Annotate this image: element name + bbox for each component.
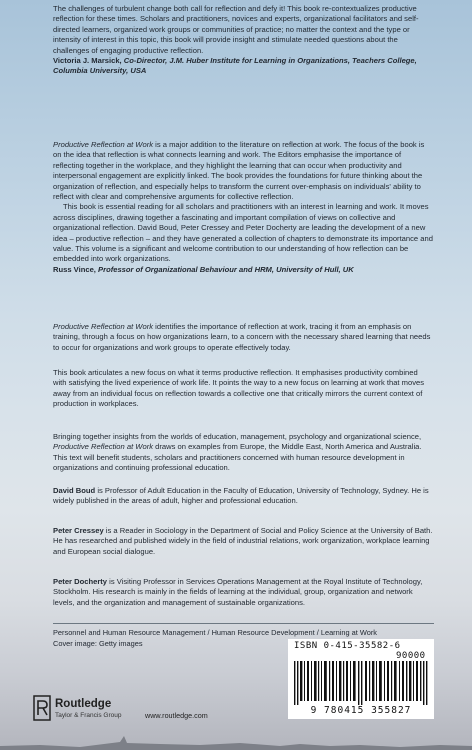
endorsement-1-author: Victoria J. Marsick, [53,56,122,66]
subject-categories: Personnel and Human Resource Management / Human Resource Development / Learning at Work [53,628,377,637]
author-name: Peter Docherty [53,577,108,586]
book-title-ref: Productive Reflection at Work [53,322,154,331]
book-title-ref: Productive Reflection at Work [53,140,154,149]
blurb-para-3-text: draws on examples from Europe, the Middle East, North America and Australia. This text will benefit students, scholars and practitioners concerned with human resource development in organizations and continuing professional education. [53,442,422,473]
author-bio-docherty [53,577,433,608]
endorsement-1-text: The challenges of turbulent change both call for reflection and defy it! This book re-contextualizes productive reflection for these times. Scholars and practitioners, novices and experts, organizational facilitators and self-directed learners, organized work groups or communities of practice; no matter the context and the type or intensity of interest in this topic, this book will provide insight and stimulate needed questions about the challenges of engaging productive reflection. [53,4,419,55]
blurb-para-2: This book articulates a new focus on what it terms productive reflection. It emphasises productivity combined with satisfying the lived experience of work life. It points the way to a new focus on learning at work that moves away from an individual focus on reflection towards a collective one that critically mirrors the current context of production in workplaces. [53,368,425,409]
blurb-para-1 [53,322,433,353]
price-code: 90000 [396,651,426,661]
book-title-ref: Productive Reflection at Work [53,442,154,452]
author-name: David Boud [53,486,96,495]
author-name: Peter Cressey [53,526,104,535]
author-bio-boud [53,486,433,507]
author-bio: is a Reader in Sociology in the Department of Social and Policy Science at the University of Bath. He has researched and published widely in the field of industrial relations, work organization, workplace learning and European social dialogue. [53,526,433,556]
isbn-label: ISBN 0-415-35582-6 [294,641,401,651]
endorsement-2-para-2: This book is essential reading for all scholars and practitioners with an interest in learning and work. It moves across disciplines, drawing together a fascinating and important compilation of views on collective and organizational reflection. David Boud, Peter Cressey and Peter Docherty are leading the development of a new idea – productive reflection – and they have generated a collection of chapters to demonstrate its importance and value. This volume is a significant and welcome contribution to our understanding of how reflection can be embedded into work organizations. [53,202,433,264]
routledge-logo-icon [33,695,51,721]
author-bio-cressey [53,526,433,557]
endorsement-2 [53,140,433,275]
grass-silhouette [0,730,472,750]
endorsement-2-para-1 [53,140,433,202]
divider [53,623,434,624]
blurb-para-3-pre: Bringing together insights from the worlds of education, management, psychology and organizational science, [53,432,422,441]
endorsement-1 [53,4,433,77]
isbn-barcode-box [288,639,434,719]
publisher-group: Taylor & Francis Group [55,712,122,719]
endorsement-1-affiliation: Co-Director, J.M. Huber Institute for Learning in Organizations, Teachers College, Columbia University, USA [53,56,417,76]
endorsement-2-author: Russ Vince, [53,264,96,274]
barcode-icon [292,661,430,705]
endorsement-2-attribution [53,265,433,275]
publisher-url[interactable]: www.routledge.com [145,711,208,720]
ean-number: 9 780415 355827 [310,705,412,716]
author-bio: is Visiting Professor in Services Operations Management at the Royal Institute of Technology, Stockholm. His research is mainly in the fields of learning at the individual, group, organization and network levels, and the organization and management of sustainable organizations. [53,577,423,607]
publisher-name: Routledge [55,698,112,710]
blurb-para-3 [53,432,433,474]
endorsement-2-para-1-text: is a major addition to the literature on reflection at work. The focus of the book is on the idea that reflection is what connects learning and work. The Editors emphasise the importance of reflecting together in the workplace, and they highlight the learning that can occur when productivity and interpersonal engagement are explicitly linked. The book provides the foundations for future thinking about the organization of reflection, and especially helps to transform the current over-emphasis on individuals' ability to reflect with clear and comprehensive arguments for collective reflection. [53,140,425,202]
endorsement-1-attribution [53,56,433,77]
blurb-para-1-text: identifies the importance of reflection at work, tracing it from an emphasis on training, through a focus on how organizations learn, to a concern with the necessary shared learning that needs to occur for organizations and work groups to operate effectively today. [53,322,431,352]
author-bio: is Professor of Adult Education in the Faculty of Education, University of Technology, Sydney. He is widely published in the areas of adult, higher and professional education. [53,486,429,506]
endorsement-2-affiliation: Professor of Organizational Behaviour and HRM, University of Hull, UK [98,264,354,274]
cover-credit: Cover image: Getty images [53,639,143,648]
